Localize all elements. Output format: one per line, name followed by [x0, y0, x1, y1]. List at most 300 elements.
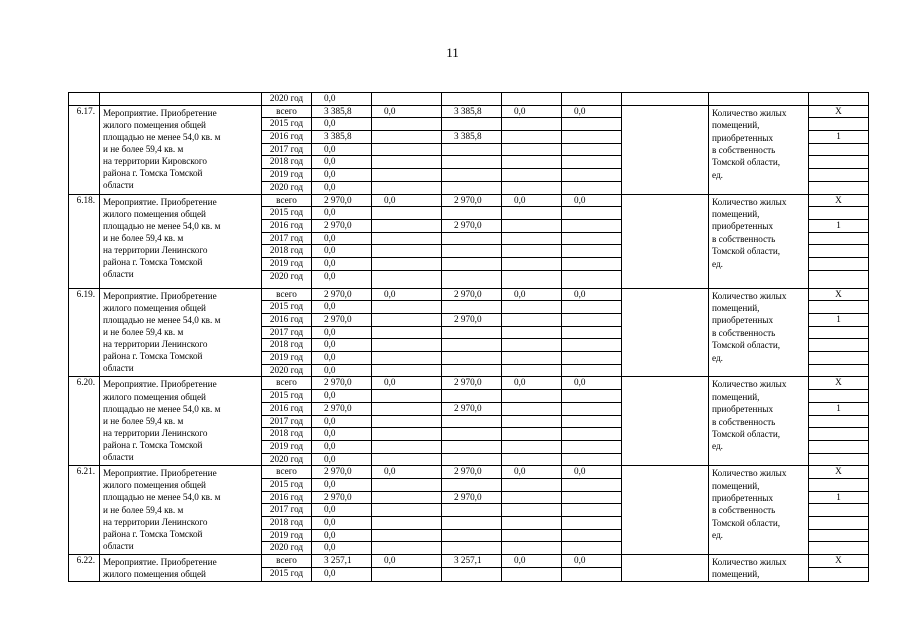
- cell-total: 2 970,0: [312, 314, 372, 327]
- cell-year: 2016 год: [262, 131, 312, 144]
- cell-executor: [622, 93, 709, 106]
- cell-c1: [372, 491, 442, 504]
- cell-year: 2018 год: [262, 156, 312, 169]
- cell-c1: [372, 529, 442, 542]
- cell-c1: [372, 118, 442, 131]
- indicator-value: [809, 453, 869, 466]
- cell-year: 2016 год: [262, 314, 312, 327]
- cell-c3: [502, 326, 562, 339]
- cell-c3: [502, 245, 562, 258]
- cell-c1: [372, 568, 442, 581]
- cell-c2: [442, 181, 502, 194]
- table-row: [69, 194, 869, 207]
- cell-year: 2019 год: [262, 440, 312, 453]
- cell-executor: [622, 466, 709, 555]
- cell-total: 0,0: [312, 542, 372, 555]
- cell-c4: [562, 270, 622, 288]
- cell-c3: 0,0: [502, 288, 562, 301]
- cell-c1: [372, 339, 442, 352]
- cell-c4: [562, 301, 622, 314]
- cell-total: 0,0: [312, 504, 372, 517]
- cell-c4: [562, 352, 622, 365]
- cell-c3: [502, 131, 562, 144]
- cell-c4: 0,0: [562, 555, 622, 568]
- indicator-value: [809, 156, 869, 169]
- cell-c1: [372, 245, 442, 258]
- cell-c4: [562, 415, 622, 428]
- cell-c4: [562, 428, 622, 441]
- cell-c4: [562, 169, 622, 182]
- indicator-value: [809, 390, 869, 403]
- cell-year: всего: [262, 288, 312, 301]
- cell-total: 0,0: [312, 568, 372, 581]
- cell-executor: [622, 194, 709, 288]
- indicator-value: 1: [809, 131, 869, 144]
- cell-c3: [502, 118, 562, 131]
- cell-c3: [502, 415, 562, 428]
- cell-c4: [562, 339, 622, 352]
- cell-year: 2019 год: [262, 257, 312, 270]
- cell-c2: [442, 207, 502, 220]
- indicator-value: 1: [809, 491, 869, 504]
- cell-c3: [502, 207, 562, 220]
- indicator-value: [809, 207, 869, 220]
- program-table: [68, 92, 869, 582]
- cell-c4: 0,0: [562, 288, 622, 301]
- table-row: [69, 288, 869, 301]
- cell-c1: 0,0: [372, 377, 442, 390]
- cell-c1: [372, 219, 442, 232]
- cell-c2: [442, 339, 502, 352]
- indicator-value: [809, 232, 869, 245]
- cell-c2: [442, 542, 502, 555]
- cell-c2: [442, 301, 502, 314]
- cell-year: 2016 год: [262, 491, 312, 504]
- cell-total: 2 970,0: [312, 377, 372, 390]
- cell-c1: [372, 415, 442, 428]
- cell-total: 0,0: [312, 453, 372, 466]
- cell-year: 2015 год: [262, 390, 312, 403]
- cell-total: 2 970,0: [312, 288, 372, 301]
- cell-year: 2017 год: [262, 143, 312, 156]
- cell-c1: [372, 314, 442, 327]
- cell-c1: [372, 131, 442, 144]
- item-number: 6.18.: [69, 194, 100, 288]
- cell-total: 0,0: [312, 529, 372, 542]
- cell-c1: [372, 93, 442, 106]
- indicator-name: Количество жилых помещений, приобретенных в собственность Томской области, ед.: [709, 466, 809, 555]
- cell-c1: [372, 478, 442, 491]
- cell-c4: [562, 118, 622, 131]
- indicator-value: [809, 415, 869, 428]
- indicator-value: [809, 504, 869, 517]
- cell-total: 0,0: [312, 364, 372, 377]
- cell-total: 0,0: [312, 440, 372, 453]
- cell-total: 0,0: [312, 390, 372, 403]
- cell-year: 2018 год: [262, 339, 312, 352]
- cell-total: 2 970,0: [312, 466, 372, 479]
- cell-total: 2 970,0: [312, 194, 372, 207]
- cell-c1: [372, 181, 442, 194]
- cell-year: всего: [262, 105, 312, 118]
- cell-c1: [372, 390, 442, 403]
- cell-c2: [442, 453, 502, 466]
- cell-c4: [562, 257, 622, 270]
- item-description: Мероприятие. Приобретение жилого помещения общей площадью не менее 54,0 кв. м и не более 59,4 кв. м на территории Ленинского района г. Томска Томской области: [100, 194, 262, 288]
- cell-year: 2019 год: [262, 169, 312, 182]
- cell-c2: [442, 118, 502, 131]
- indicator-value: Х: [809, 466, 869, 479]
- cell-c1: [372, 301, 442, 314]
- cell-total: 0,0: [312, 415, 372, 428]
- cell-c4: [562, 504, 622, 517]
- indicator-value: [809, 181, 869, 194]
- cell-c1: [372, 169, 442, 182]
- cell-c1: [372, 207, 442, 220]
- cell-executor: [622, 288, 709, 377]
- cell-c4: [562, 181, 622, 194]
- item-description: Мероприятие. Приобретение жилого помещения общей площадью не менее 54,0 кв. м и не более 59,4 кв. м на территории Ленинского района г. Томска Томской области: [100, 466, 262, 555]
- cell-c2: 2 970,0: [442, 402, 502, 415]
- cell-total: 0,0: [312, 428, 372, 441]
- indicator-name: Количество жилых помещений,: [709, 555, 809, 582]
- cell-c4: [562, 517, 622, 530]
- cell-c1: 0,0: [372, 555, 442, 568]
- cell-c1: [372, 542, 442, 555]
- cell-c3: [502, 169, 562, 182]
- cell-executor: [622, 377, 709, 466]
- cell-c4: 0,0: [562, 105, 622, 118]
- cell-total: 0,0: [312, 301, 372, 314]
- cell-total: 0,0: [312, 207, 372, 220]
- cell-c4: [562, 568, 622, 581]
- cell-c4: [562, 542, 622, 555]
- cell-c2: [442, 478, 502, 491]
- item-description: Мероприятие. Приобретение жилого помещения общей площадью не менее 54,0 кв. м и не более 59,4 кв. м на территории Ленинского района г. Томска Томской области: [100, 288, 262, 377]
- cell-c4: [562, 207, 622, 220]
- cell-c3: 0,0: [502, 377, 562, 390]
- cell-c4: [562, 453, 622, 466]
- indicator-value: [809, 118, 869, 131]
- indicator-value: [809, 143, 869, 156]
- cell-c3: 0,0: [502, 466, 562, 479]
- cell-c4: [562, 314, 622, 327]
- indicator-value: [809, 270, 869, 288]
- cell-c4: [562, 478, 622, 491]
- cell-c2: [442, 352, 502, 365]
- cell-c2: 2 970,0: [442, 491, 502, 504]
- indicator-value: 1: [809, 314, 869, 327]
- cell-c3: 0,0: [502, 555, 562, 568]
- item-number: 6.21.: [69, 466, 100, 555]
- cell-c2: [442, 93, 502, 106]
- indicator-value: [809, 517, 869, 530]
- cell-year: 2020 год: [262, 181, 312, 194]
- cell-c2: [442, 504, 502, 517]
- cell-c2: [442, 517, 502, 530]
- cell-indicator-value: [809, 93, 869, 106]
- cell-c3: [502, 156, 562, 169]
- cell-c3: [502, 143, 562, 156]
- cell-total: 0,0: [312, 232, 372, 245]
- item-number: 6.19.: [69, 288, 100, 377]
- item-description: Мероприятие. Приобретение жилого помещения общей: [100, 555, 262, 582]
- cell-c1: 0,0: [372, 105, 442, 118]
- indicator-value: [809, 440, 869, 453]
- cell-total: 3 385,8: [312, 131, 372, 144]
- indicator-value: [809, 245, 869, 258]
- cell-total: 0,0: [312, 517, 372, 530]
- cell-c3: [502, 270, 562, 288]
- cell-c3: [502, 542, 562, 555]
- cell-c3: [502, 314, 562, 327]
- cell-year: 2020 год: [262, 453, 312, 466]
- table-row: [69, 466, 869, 479]
- cell-total: 0,0: [312, 245, 372, 258]
- cell-year: 2016 год: [262, 402, 312, 415]
- cell-year: 2018 год: [262, 428, 312, 441]
- cell-c4: [562, 390, 622, 403]
- indicator-value: [809, 542, 869, 555]
- cell-c1: [372, 402, 442, 415]
- cell-c3: [502, 364, 562, 377]
- cell-year: всего: [262, 194, 312, 207]
- cell-year: 2019 год: [262, 529, 312, 542]
- cell-c3: 0,0: [502, 105, 562, 118]
- cell-total: 0,0: [312, 478, 372, 491]
- cell-c4: 0,0: [562, 377, 622, 390]
- cell-c3: [502, 390, 562, 403]
- cell-year: 2017 год: [262, 326, 312, 339]
- cell-year: всего: [262, 466, 312, 479]
- cell-year: всего: [262, 377, 312, 390]
- cell-c3: [502, 219, 562, 232]
- cell-c4: [562, 219, 622, 232]
- cell-c4: [562, 131, 622, 144]
- cell-c2: [442, 169, 502, 182]
- cell-c2: [442, 428, 502, 441]
- table-row: [69, 555, 869, 568]
- cell-c1: [372, 440, 442, 453]
- indicator-value: [809, 364, 869, 377]
- cell-c2: 2 970,0: [442, 314, 502, 327]
- cell-c4: [562, 326, 622, 339]
- cell-c2: [442, 156, 502, 169]
- cell-c3: 0,0: [502, 194, 562, 207]
- cell-c1: [372, 517, 442, 530]
- cell-c4: 0,0: [562, 466, 622, 479]
- indicator-value: [809, 428, 869, 441]
- cell-year: 2017 год: [262, 232, 312, 245]
- cell-c2: 3 385,8: [442, 105, 502, 118]
- cell-num: [69, 93, 100, 106]
- cell-executor: [622, 555, 709, 582]
- cell-indicator: [709, 93, 809, 106]
- indicator-value: [809, 529, 869, 542]
- cell-c3: [502, 491, 562, 504]
- cell-c2: [442, 326, 502, 339]
- cell-year: всего: [262, 555, 312, 568]
- cell-year: 2020 год: [262, 270, 312, 288]
- indicator-value: Х: [809, 555, 869, 568]
- cell-year: 2015 год: [262, 207, 312, 220]
- indicator-name: Количество жилых помещений, приобретенных в собственность Томской области, ед.: [709, 377, 809, 466]
- cell-c2: 2 970,0: [442, 194, 502, 207]
- indicator-value: Х: [809, 105, 869, 118]
- cell-c4: [562, 156, 622, 169]
- cell-total: 2 970,0: [312, 402, 372, 415]
- cell-executor: [622, 105, 709, 194]
- indicator-name: Количество жилых помещений, приобретенных в собственность Томской области, ед.: [709, 194, 809, 288]
- cell-c3: [502, 568, 562, 581]
- indicator-value: [809, 352, 869, 365]
- cell-c3: [502, 517, 562, 530]
- table-row: [69, 93, 869, 106]
- cell-total: 0,0: [312, 143, 372, 156]
- cell-total: 0,0: [312, 352, 372, 365]
- cell-total: 3 257,1: [312, 555, 372, 568]
- cell-c1: [372, 326, 442, 339]
- indicator-value: [809, 257, 869, 270]
- cell-c3: [502, 257, 562, 270]
- cell-c2: [442, 257, 502, 270]
- cell-c3: [502, 453, 562, 466]
- item-number: 6.22.: [69, 555, 100, 582]
- cell-total: 0,0: [312, 181, 372, 194]
- cell-c4: 0,0: [562, 194, 622, 207]
- indicator-value: 1: [809, 219, 869, 232]
- indicator-name: Количество жилых помещений, приобретенных в собственность Томской области, ед.: [709, 105, 809, 194]
- cell-c1: [372, 352, 442, 365]
- page-number: 11: [446, 45, 459, 60]
- cell-c3: [502, 478, 562, 491]
- table-row: [69, 105, 869, 118]
- cell-year: 2015 год: [262, 478, 312, 491]
- cell-year: 2015 год: [262, 301, 312, 314]
- indicator-value: 1: [809, 402, 869, 415]
- cell-total: 0,0: [312, 156, 372, 169]
- cell-total: 0,0: [312, 93, 372, 106]
- cell-c3: [502, 428, 562, 441]
- cell-c2: 3 257,1: [442, 555, 502, 568]
- cell-c3: [502, 504, 562, 517]
- cell-c1: 0,0: [372, 288, 442, 301]
- cell-c1: [372, 453, 442, 466]
- indicator-value: Х: [809, 377, 869, 390]
- cell-c3: [502, 402, 562, 415]
- cell-description: [100, 93, 262, 106]
- cell-total: 3 385,8: [312, 105, 372, 118]
- cell-c3: [502, 181, 562, 194]
- cell-c2: 2 970,0: [442, 219, 502, 232]
- cell-c2: [442, 143, 502, 156]
- cell-total: 0,0: [312, 339, 372, 352]
- cell-year: 2016 год: [262, 219, 312, 232]
- cell-c1: 0,0: [372, 194, 442, 207]
- cell-c4: [562, 529, 622, 542]
- cell-c2: [442, 245, 502, 258]
- cell-c4: [562, 93, 622, 106]
- cell-c2: [442, 440, 502, 453]
- cell-c4: [562, 364, 622, 377]
- cell-year: 2018 год: [262, 245, 312, 258]
- cell-total: 0,0: [312, 257, 372, 270]
- cell-year: 2020 год: [262, 542, 312, 555]
- cell-c2: [442, 568, 502, 581]
- cell-c1: [372, 428, 442, 441]
- indicator-value: [809, 339, 869, 352]
- cell-c3: [502, 339, 562, 352]
- indicator-value: [809, 301, 869, 314]
- indicator-value: [809, 169, 869, 182]
- cell-c4: [562, 440, 622, 453]
- cell-c1: [372, 232, 442, 245]
- cell-year: 2017 год: [262, 504, 312, 517]
- cell-c3: [502, 529, 562, 542]
- cell-year: 2020 год: [262, 364, 312, 377]
- cell-c4: [562, 232, 622, 245]
- cell-c1: [372, 143, 442, 156]
- cell-total: 0,0: [312, 326, 372, 339]
- cell-year: 2018 год: [262, 517, 312, 530]
- cell-c2: [442, 364, 502, 377]
- cell-c3: [502, 301, 562, 314]
- indicator-value: Х: [809, 194, 869, 207]
- cell-c1: [372, 257, 442, 270]
- cell-c2: 2 970,0: [442, 377, 502, 390]
- cell-c3: [502, 440, 562, 453]
- cell-c2: 2 970,0: [442, 466, 502, 479]
- item-description: Мероприятие. Приобретение жилого помещения общей площадью не менее 54,0 кв. м и не более 59,4 кв. м на территории Ленинского района г. Томска Томской области: [100, 377, 262, 466]
- cell-c2: [442, 415, 502, 428]
- cell-total: 0,0: [312, 118, 372, 131]
- cell-c3: [502, 352, 562, 365]
- cell-c4: [562, 402, 622, 415]
- table-row: [69, 377, 869, 390]
- cell-c2: [442, 529, 502, 542]
- cell-c2: [442, 232, 502, 245]
- cell-c1: 0,0: [372, 466, 442, 479]
- cell-year: 2020 год: [262, 93, 312, 106]
- cell-total: 2 970,0: [312, 219, 372, 232]
- cell-year: 2015 год: [262, 118, 312, 131]
- cell-c2: 3 385,8: [442, 131, 502, 144]
- cell-c3: [502, 232, 562, 245]
- indicator-value: [809, 478, 869, 491]
- cell-c2: [442, 390, 502, 403]
- cell-c2: 2 970,0: [442, 288, 502, 301]
- indicator-value: Х: [809, 288, 869, 301]
- item-number: 6.20.: [69, 377, 100, 466]
- cell-c4: [562, 245, 622, 258]
- cell-year: 2017 год: [262, 415, 312, 428]
- indicator-name: Количество жилых помещений, приобретенных в собственность Томской области, ед.: [709, 288, 809, 377]
- cell-c4: [562, 491, 622, 504]
- cell-c1: [372, 364, 442, 377]
- cell-c1: [372, 156, 442, 169]
- cell-c1: [372, 504, 442, 517]
- cell-total: 2 970,0: [312, 491, 372, 504]
- cell-c2: [442, 270, 502, 288]
- item-number: 6.17.: [69, 105, 100, 194]
- cell-c1: [372, 270, 442, 288]
- item-description: Мероприятие. Приобретение жилого помещения общей площадью не менее 54,0 кв. м и не более 59,4 кв. м на территории Кировского района г. Томска Томской области: [100, 105, 262, 194]
- cell-c4: [562, 143, 622, 156]
- cell-total: 0,0: [312, 270, 372, 288]
- indicator-value: [809, 326, 869, 339]
- indicator-value: [809, 568, 869, 581]
- cell-year: 2019 год: [262, 352, 312, 365]
